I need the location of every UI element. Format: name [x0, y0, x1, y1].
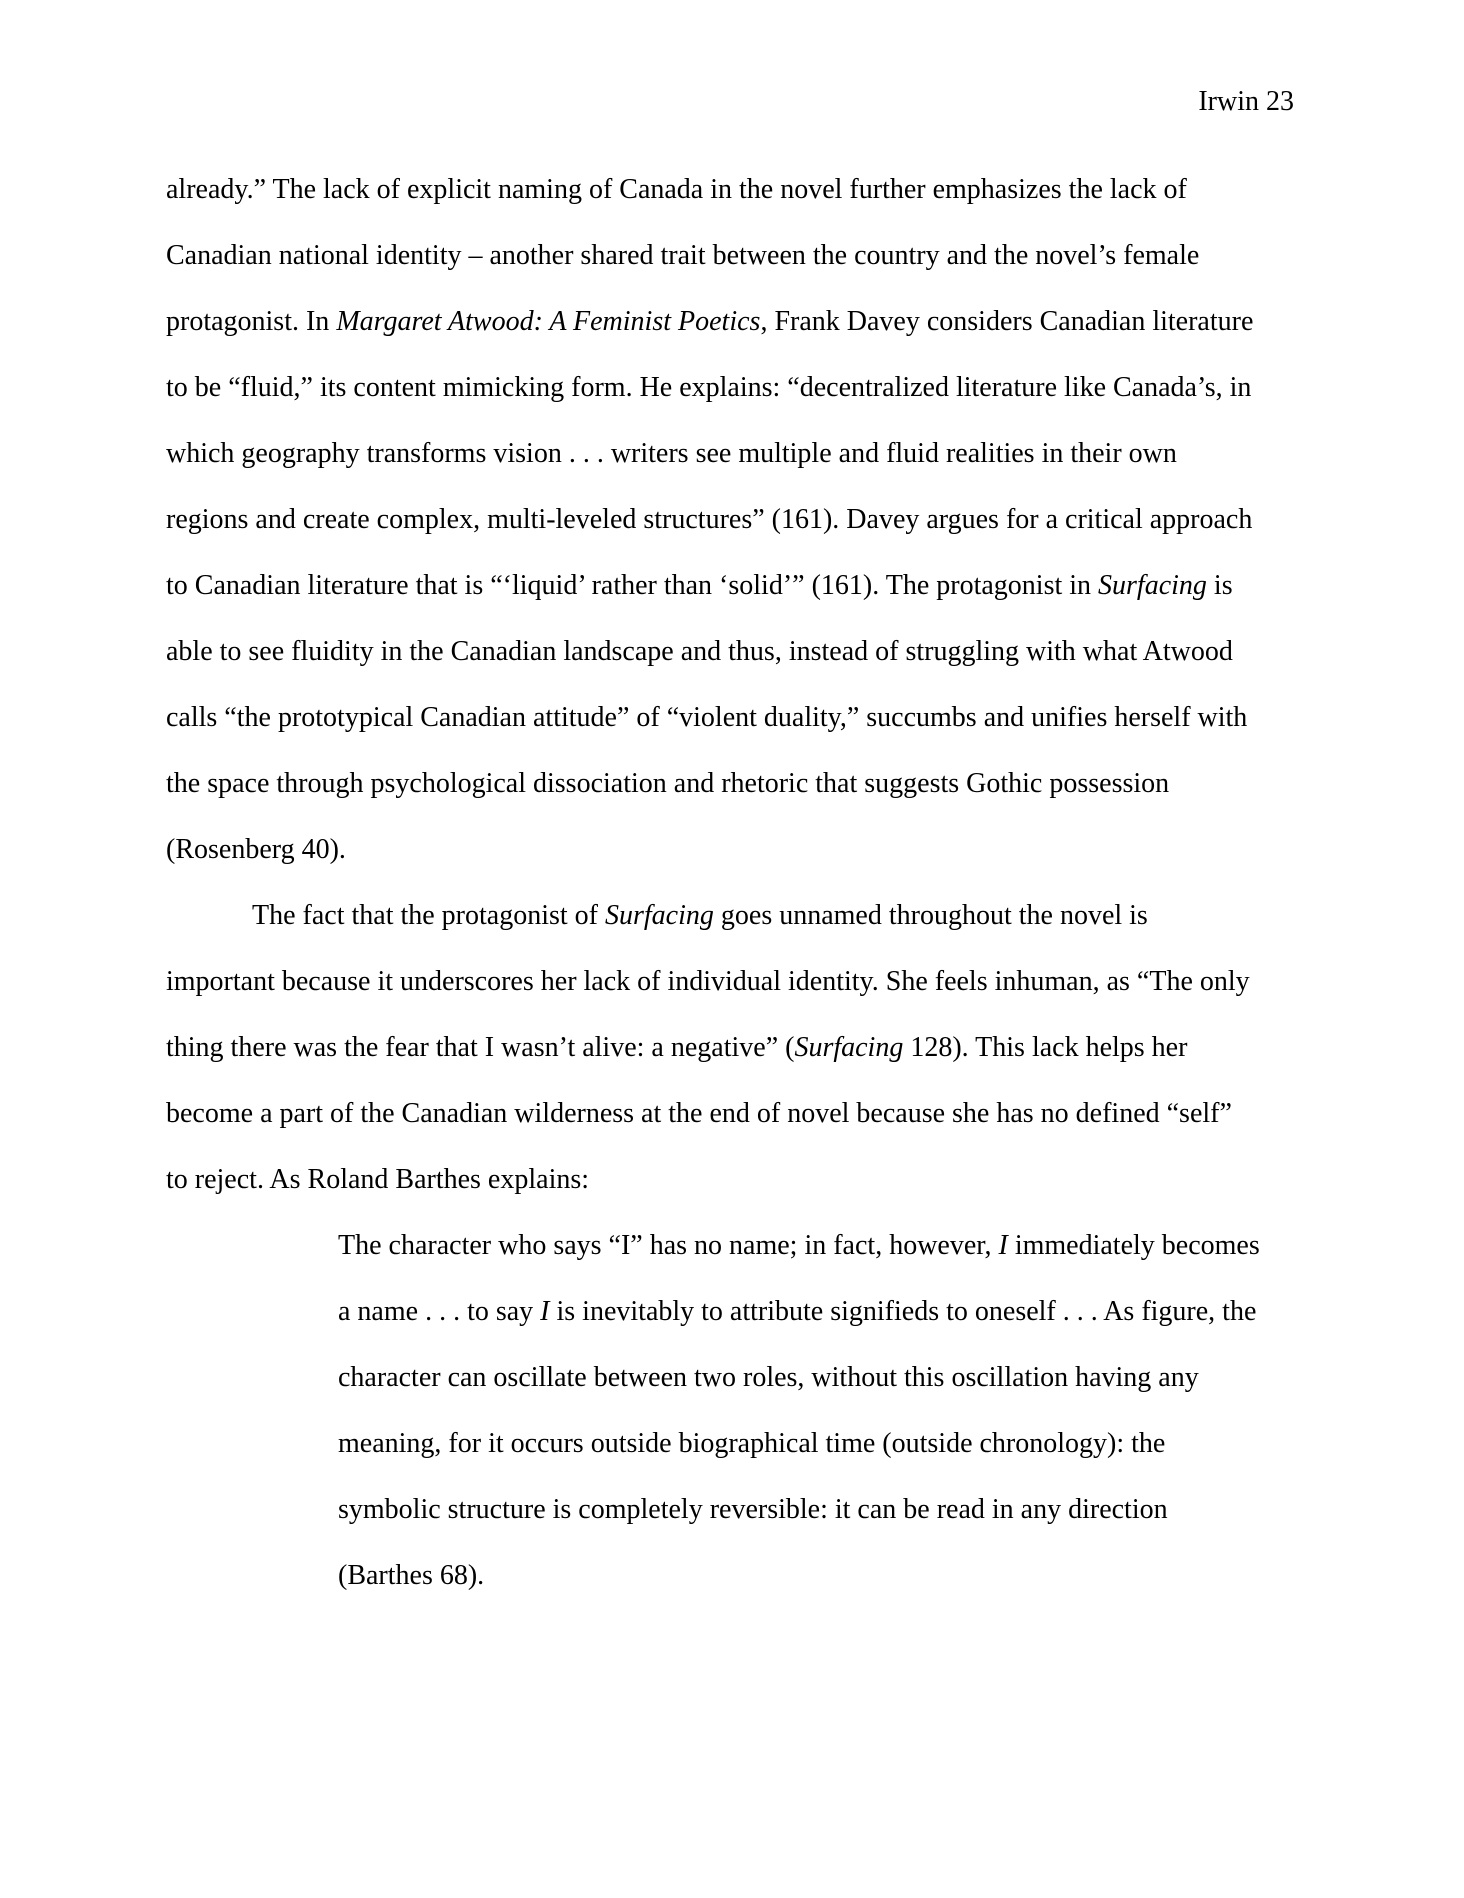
block-quote-line: (Barthes 68). — [338, 1560, 485, 1591]
book-title: Surfacing — [1098, 570, 1207, 601]
italic-term: I — [540, 1296, 550, 1327]
paragraph-line: Canadian national identity – another shared trait between the country and the novel’s female — [166, 240, 1200, 271]
running-head: Irwin 23 — [1198, 86, 1294, 117]
paragraph-line: become a part of the Canadian wilderness at the end of novel because she has no defined “self” — [166, 1098, 1232, 1129]
paragraph-line — [166, 1028, 1187, 1068]
book-title: Margaret Atwood: A Feminist Poetics — [336, 306, 761, 337]
text-run: thing there was the fear that I wasn’t alive: a negative” ( — [166, 1032, 795, 1063]
paragraph-line — [166, 566, 1233, 606]
paragraph-line: important because it underscores her lack of individual identity. She feels inhuman, as “The only — [166, 966, 1250, 997]
paragraph-line — [252, 896, 1148, 936]
block-quote-line: meaning, for it occurs outside biographical time (outside chronology): the — [338, 1428, 1166, 1459]
paragraph-line — [166, 302, 1253, 342]
text-run: 128). This lack helps her — [903, 1032, 1188, 1063]
block-quote-line: symbolic structure is completely reversible: it can be read in any direction — [338, 1494, 1168, 1525]
text-run: The character who says “I” has no name; in fact, however, — [338, 1230, 999, 1261]
block-quote-line — [338, 1292, 1256, 1332]
text-run: is inevitably to attribute signifieds to oneself . . . As figure, the — [549, 1296, 1257, 1327]
book-title: Surfacing — [605, 900, 714, 931]
text-run: protagonist. In — [166, 306, 337, 337]
paragraph-line: which geography transforms vision . . . writers see multiple and fluid realities in their own — [166, 438, 1177, 469]
paragraph-line: the space through psychological dissociation and rhetoric that suggests Gothic possession — [166, 768, 1170, 799]
text-run: goes unnamed throughout the novel is — [713, 900, 1148, 931]
paragraph-line: able to see fluidity in the Canadian landscape and thus, instead of struggling with what Atwood — [166, 636, 1233, 667]
italic-term: I — [998, 1230, 1008, 1261]
block-quote-line: character can oscillate between two roles, without this oscillation having any — [338, 1362, 1199, 1393]
paragraph-line: to be “fluid,” its content mimicking form. He explains: “decentralized literature like Canada’s, in — [166, 372, 1252, 403]
paragraph-line: regions and create complex, multi-leveled structures” (161). Davey argues for a critical approach — [166, 504, 1253, 535]
paragraph-line: already.” The lack of explicit naming of Canada in the novel further emphasizes the lack of — [166, 174, 1187, 205]
text-run: is — [1206, 570, 1233, 601]
text-run: to Canadian literature that is “‘liquid’ rather than ‘solid’” (161). The protagonist in — [166, 570, 1099, 601]
block-quote-line — [338, 1226, 1260, 1266]
text-run: The fact that the protagonist of — [252, 900, 605, 931]
paragraph-line: calls “the prototypical Canadian attitude” of “violent duality,” succumbs and unifies herself with — [166, 702, 1248, 733]
text-run: a name . . . to say — [338, 1296, 541, 1327]
text-run: immediately becomes — [1007, 1230, 1260, 1261]
text-run: , Frank Davey considers Canadian literature — [760, 306, 1254, 337]
book-title: Surfacing — [794, 1032, 904, 1063]
paragraph-line: (Rosenberg 40). — [166, 834, 346, 865]
paragraph-line: to reject. As Roland Barthes explains: — [166, 1164, 590, 1195]
